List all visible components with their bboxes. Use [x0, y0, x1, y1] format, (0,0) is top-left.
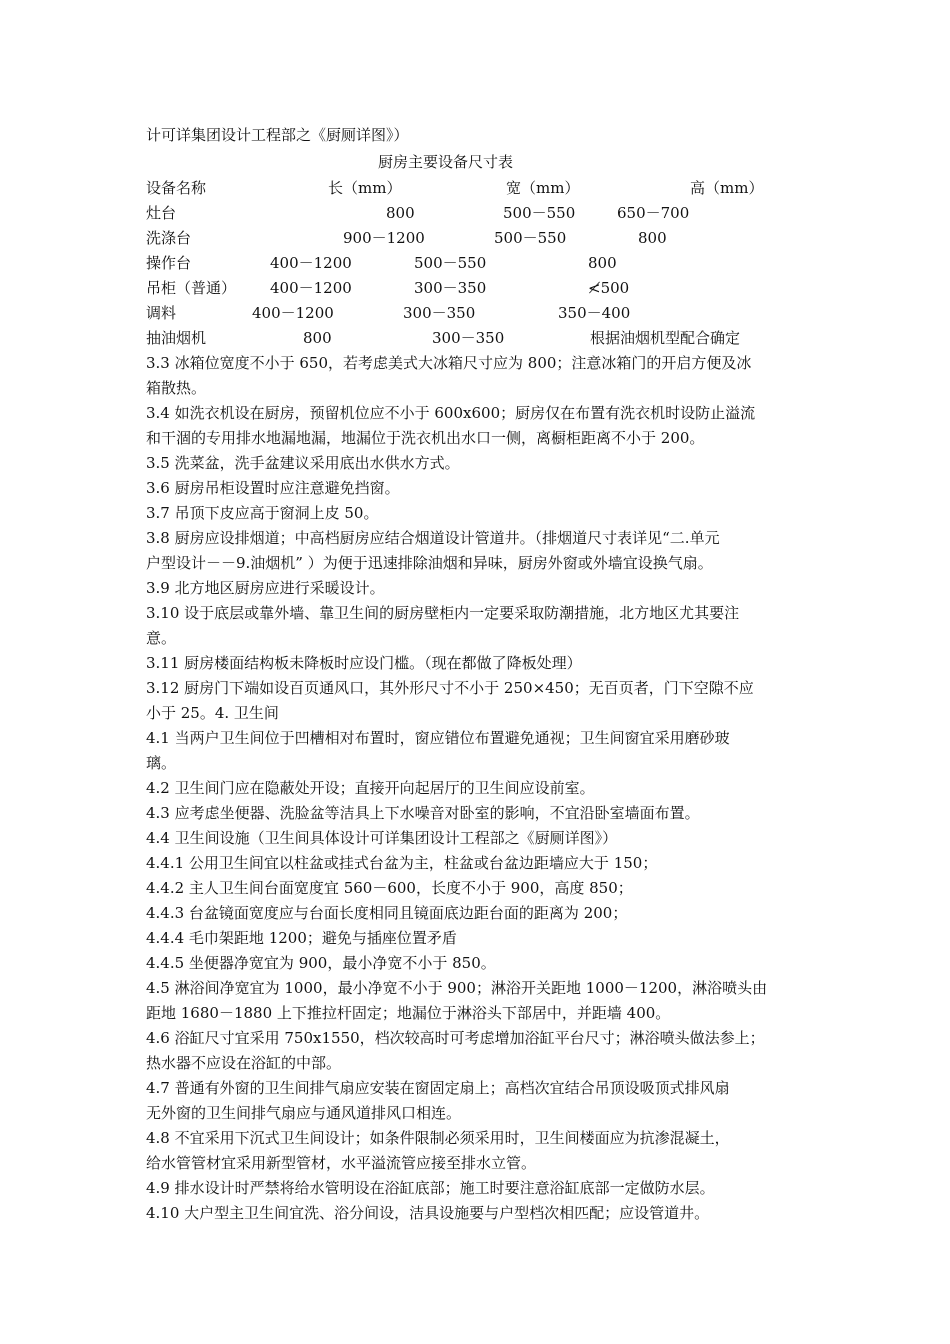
row-name: 抽油烟机	[146, 329, 207, 347]
paragraph-line: 3.11 厨房楼面结构板未降板时应设门槛。（现在都做了降板处理）	[146, 654, 582, 672]
paragraph-line: 璃。	[146, 754, 177, 772]
header-name: 设备名称	[146, 179, 207, 197]
paragraph-line: 无外窗的卫生间排气扇应与通风道排风口相连。	[146, 1104, 462, 1122]
paragraph-line: 给水管管材宜采用新型管材，水平溢流管应接至排水立管。	[146, 1154, 537, 1172]
row-height: ≮500	[588, 279, 630, 297]
row-name: 灶台	[146, 204, 177, 222]
row-height: 650－700	[617, 204, 690, 222]
row-name: 调料	[146, 304, 177, 322]
paragraph-line: 4.4.3 台盆镜面宽度应与台面长度相同且镜面底边距台面的距离为 200；	[146, 904, 628, 922]
row-width: 300－350	[432, 329, 505, 347]
paragraph-line: 3.4 如洗衣机设在厨房，预留机位应不小于 600x600；厨房仅在布置有洗衣机时设防止溢流	[146, 404, 756, 422]
paragraph-line: 4.9 排水设计时严禁将给水管明设在浴缸底部；施工时要注意浴缸底部一定做防水层。	[146, 1179, 715, 1197]
row-length: 800	[303, 329, 332, 347]
paragraph-line: 3.10 设于底层或靠外墙、靠卫生间的厨房壁柜内一定要采取防潮措施，北方地区尤其要注	[146, 604, 740, 622]
row-length: 800	[386, 204, 415, 222]
paragraph-line: 意。	[146, 629, 177, 647]
paragraph-line: 3.9 北方地区厨房应进行采暖设计。	[146, 579, 385, 597]
row-width: 500－550	[494, 229, 567, 247]
table-title: 厨房主要设备尺寸表	[378, 153, 514, 171]
paragraph-line: 热水器不应设在浴缸的中部。	[146, 1054, 342, 1072]
paragraph-line: 4.2 卫生间门应在隐蔽处开设；直接开向起居厅的卫生间应设前室。	[146, 779, 595, 797]
intro-line: 计可详集团设计工程部之《厨厕详图》）	[146, 126, 409, 144]
row-height: 350－400	[558, 304, 631, 322]
paragraph-line: 4.4.4 毛巾架距地 1200；避免与插座位置矛盾	[146, 929, 457, 947]
paragraph-line: 4.10 大户型主卫生间宜洗、浴分间设，洁具设施要与户型档次相匹配；应设管道井。	[146, 1204, 710, 1222]
row-height: 800	[638, 229, 667, 247]
header-width: 宽（mm）	[506, 179, 580, 197]
row-width: 300－350	[414, 279, 487, 297]
paragraph-line: 和干涸的专用排水地漏地漏，地漏位于洗衣机出水口一侧，离橱柜距离不小于 200。	[146, 429, 705, 447]
row-name: 洗涤台	[146, 229, 192, 247]
row-height: 800	[588, 254, 617, 272]
header-length: 长（mm）	[328, 179, 402, 197]
paragraph-line: 4.4 卫生间设施（卫生间具体设计可详集团设计工程部之《厨厕详图》）	[146, 829, 618, 847]
header-height: 高（mm）	[690, 179, 764, 197]
paragraph-line: 4.6 浴缸尺寸宜采用 750x1550，档次较高时可考虑增加浴缸平台尺寸；淋浴喷头做法参上；	[146, 1029, 765, 1047]
row-width: 500－550	[414, 254, 487, 272]
paragraph-line: 4.4.2 主人卫生间台面宽度宜 560－600，长度不小于 900，高度 850；	[146, 879, 633, 897]
paragraph-line: 户型设计－－9.油烟机” ）为便于迅速排除油烟和异味，厨房外窗或外墙宜设换气扇。	[146, 554, 713, 572]
paragraph-line: 4.1 当两户卫生间位于凹槽相对布置时，窗应错位布置避免通视；卫生间窗宜采用磨砂玻	[146, 729, 730, 747]
paragraph-line: 4.4.1 公用卫生间宜以柱盆或挂式台盆为主，柱盆或台盆边距墙应大于 150；	[146, 854, 658, 872]
paragraph-line: 距地 1680－1880 上下推拉杆固定；地漏位于淋浴头下部居中，并距墙 400。	[146, 1004, 671, 1022]
row-name: 吊柜（普通）	[146, 279, 237, 297]
paragraph-line: 3.3 冰箱位宽度不小于 650，若考虑美式大冰箱尺寸应为 800；注意冰箱门的开启方便及冰	[146, 354, 752, 372]
row-width: 500－550	[503, 204, 576, 222]
row-length: 400－1200	[270, 279, 352, 297]
paragraph-line: 4.3 应考虑坐便器、洗脸盆等洁具上下水噪音对卧室的影响，不宜沿卧室墙面布置。	[146, 804, 700, 822]
row-length: 900－1200	[343, 229, 425, 247]
paragraph-line: 3.5 洗菜盆，洗手盆建议采用底出水供水方式。	[146, 454, 460, 472]
paragraph-line: 3.6 厨房吊柜设置时应注意避免挡窗。	[146, 479, 400, 497]
paragraph-line: 3.8 厨房应设排烟道；中高档厨房应结合烟道设计管道井。（排烟道尺寸表详见“二.单元	[146, 529, 720, 547]
paragraph-line: 3.12 厨房门下端如设百页通风口，其外形尺寸不小于 250×450；无百页者，门下空隙不应	[146, 679, 754, 697]
paragraph-line: 4.5 淋浴间净宽宜为 1000，最小净宽不小于 900；淋浴开关距地 1000－1200，淋浴喷头由	[146, 979, 768, 997]
paragraph-line: 4.7 普通有外窗的卫生间排气扇应安装在窗固定扇上；高档次宜结合吊顶设吸顶式排风扇	[146, 1079, 730, 1097]
row-length: 400－1200	[270, 254, 352, 272]
row-width: 300－350	[403, 304, 476, 322]
paragraph-line: 3.7 吊顶下皮应高于窗洞上皮 50。	[146, 504, 379, 522]
paragraph-line: 4.4.5 坐便器净宽宜为 900，最小净宽不小于 850。	[146, 954, 496, 972]
row-height: 根据油烟机型配合确定	[590, 329, 741, 347]
row-length: 400－1200	[252, 304, 334, 322]
paragraph-line: 4.8 不宜采用下沉式卫生间设计；如条件限制必须采用时，卫生间楼面应为抗渗混凝土，	[146, 1129, 730, 1147]
paragraph-line: 小于 25。4. 卫生间	[146, 704, 279, 722]
row-name: 操作台	[146, 254, 192, 272]
paragraph-line: 箱散热。	[146, 379, 207, 397]
